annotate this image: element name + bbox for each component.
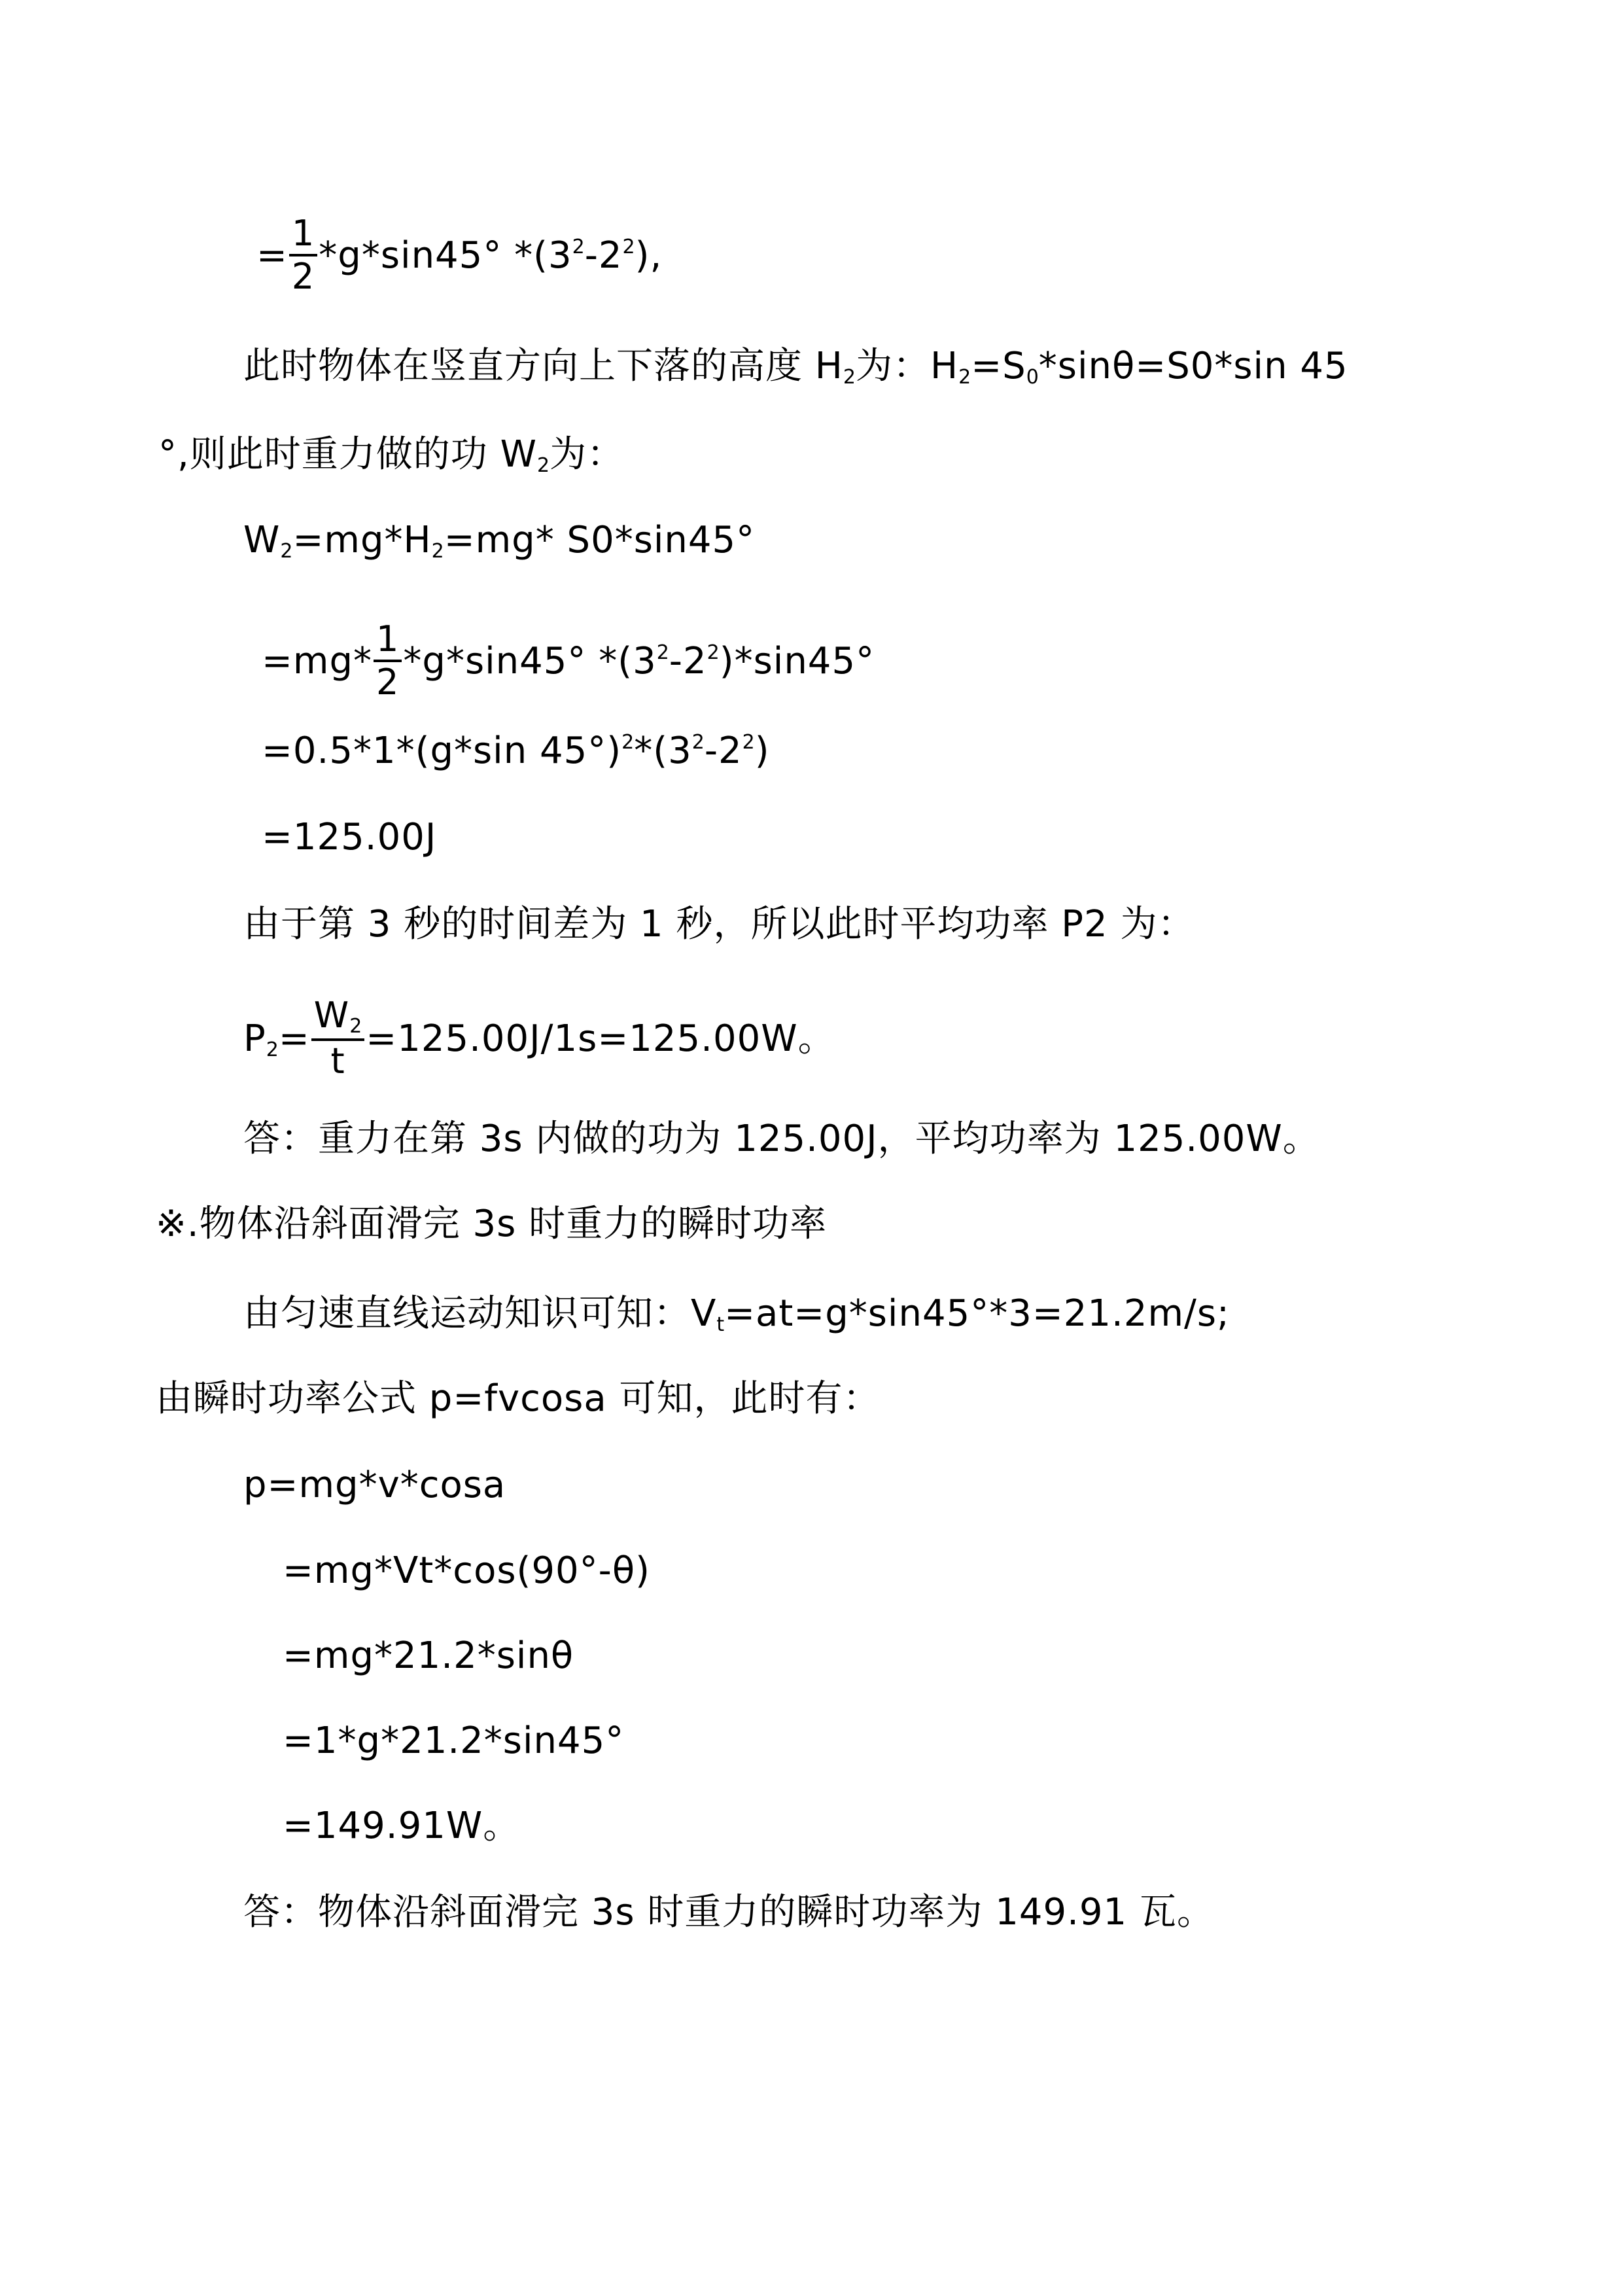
text-segment: =0.5*1*(g*sin 45°) bbox=[262, 730, 622, 772]
formula-line-17 bbox=[283, 1720, 625, 1762]
subscript: 2 bbox=[536, 454, 550, 477]
text-segment: -2 bbox=[584, 234, 623, 277]
text-segment: *g*sin45° *(3 bbox=[403, 640, 657, 683]
section-heading bbox=[156, 1203, 828, 1245]
subscript: 2 bbox=[958, 366, 971, 389]
text-segment: ) bbox=[754, 730, 770, 772]
text-segment: =125.00J/1s=125.00W。 bbox=[366, 1017, 835, 1060]
superscript: 2 bbox=[572, 236, 585, 259]
formula-line-15 bbox=[283, 1549, 650, 1592]
text-segment: ※.物体沿斜面滑完 3s 时重力的瞬时功率 bbox=[156, 1203, 828, 1245]
formula-line-6 bbox=[262, 730, 770, 772]
paragraph-line-3 bbox=[158, 433, 625, 477]
text-segment: =mg*H bbox=[292, 519, 432, 561]
text-segment: =1*g*21.2*sin45° bbox=[283, 1720, 625, 1762]
text-segment: 由瞬时功率公式 p=fvcosa 可知，此时有： bbox=[156, 1377, 881, 1420]
subscript: 2 bbox=[843, 366, 856, 389]
text-segment: 此时物体在竖直方向上下落的高度 H bbox=[243, 345, 843, 387]
text-segment: =149.91W。 bbox=[283, 1805, 521, 1847]
text-segment: 为：H bbox=[856, 345, 959, 387]
superscript: 2 bbox=[656, 641, 669, 665]
formula-line-7 bbox=[262, 816, 437, 858]
subscript: 2 bbox=[431, 540, 444, 563]
text-segment: °,则此时重力做的功 W bbox=[158, 433, 537, 476]
text-segment: 答：物体沿斜面滑完 3s 时重力的瞬时功率为 149.91 瓦。 bbox=[243, 1891, 1214, 1934]
paragraph-line-12 bbox=[243, 1292, 1230, 1336]
text-segment: 由匀速直线运动知识可知：V bbox=[243, 1292, 717, 1335]
text-segment: =mg*Vt*cos(90°-θ) bbox=[283, 1549, 650, 1592]
fraction-denominator: t bbox=[330, 1040, 345, 1082]
superscript: 2 bbox=[742, 731, 755, 754]
text-segment: -2 bbox=[704, 730, 742, 772]
text-segment: =125.00J bbox=[262, 816, 437, 858]
text-segment: ), bbox=[635, 234, 663, 277]
text-segment: W bbox=[243, 519, 281, 561]
formula-line-5 bbox=[262, 618, 875, 705]
fraction-numerator: 1 bbox=[374, 619, 402, 662]
formula-line-16 bbox=[283, 1634, 574, 1677]
text-segment: =mg* S0*sin45° bbox=[444, 519, 756, 561]
text-segment: *(3 bbox=[634, 730, 692, 772]
text-segment: -2 bbox=[669, 640, 707, 683]
text-segment: =S bbox=[971, 345, 1026, 387]
text-segment: *sinθ=S0*sin 45 bbox=[1038, 345, 1348, 387]
paragraph-line-2 bbox=[243, 345, 1348, 389]
paragraph-line-8 bbox=[243, 903, 1195, 945]
fraction-numerator bbox=[311, 995, 365, 1041]
text-segment: P bbox=[243, 1017, 266, 1060]
formula-line-1 bbox=[256, 213, 663, 300]
text-segment: 为： bbox=[550, 433, 625, 476]
answer-line-19 bbox=[243, 1891, 1214, 1934]
text-segment: = bbox=[256, 234, 288, 277]
subscript: t bbox=[716, 1313, 725, 1336]
text-segment: 由于第 3 秒的时间差为 1 秒，所以此时平均功率 P2 为： bbox=[243, 903, 1195, 945]
subscript: 2 bbox=[280, 540, 293, 563]
text-segment: = bbox=[278, 1017, 310, 1060]
text-segment: =at=g*sin45°*3=21.2m/s; bbox=[724, 1292, 1230, 1335]
answer-line-10 bbox=[243, 1118, 1320, 1160]
text-segment: W bbox=[313, 995, 350, 1036]
subscript: 2 bbox=[349, 1015, 362, 1038]
fraction-one-half bbox=[289, 213, 317, 297]
superscript: 2 bbox=[691, 731, 705, 754]
superscript: 2 bbox=[707, 641, 720, 665]
fraction-w2-over-t bbox=[311, 995, 365, 1082]
formula-line-18 bbox=[283, 1805, 521, 1847]
subscript: 0 bbox=[1026, 366, 1039, 389]
text-segment: p=mg*v*cosa bbox=[243, 1464, 506, 1506]
subscript: 2 bbox=[266, 1038, 279, 1061]
text-segment: =mg*21.2*sinθ bbox=[283, 1634, 574, 1677]
text-segment: =mg* bbox=[262, 640, 373, 683]
superscript: 2 bbox=[622, 236, 635, 259]
fraction-numerator: 1 bbox=[289, 213, 317, 256]
fraction-denominator: 2 bbox=[291, 256, 315, 298]
text-segment: 答：重力在第 3s 内做的功为 125.00J，平均功率为 125.00W。 bbox=[243, 1118, 1320, 1160]
text-segment: *g*sin45° *(3 bbox=[319, 234, 572, 277]
formula-line-14 bbox=[243, 1464, 506, 1506]
formula-line-4 bbox=[243, 519, 756, 563]
fraction-one-half bbox=[374, 619, 402, 703]
superscript: 2 bbox=[621, 731, 635, 754]
paragraph-line-13 bbox=[156, 1377, 881, 1420]
text-segment: )*sin45° bbox=[719, 640, 875, 683]
formula-line-9 bbox=[243, 995, 835, 1084]
fraction-denominator: 2 bbox=[376, 662, 400, 703]
